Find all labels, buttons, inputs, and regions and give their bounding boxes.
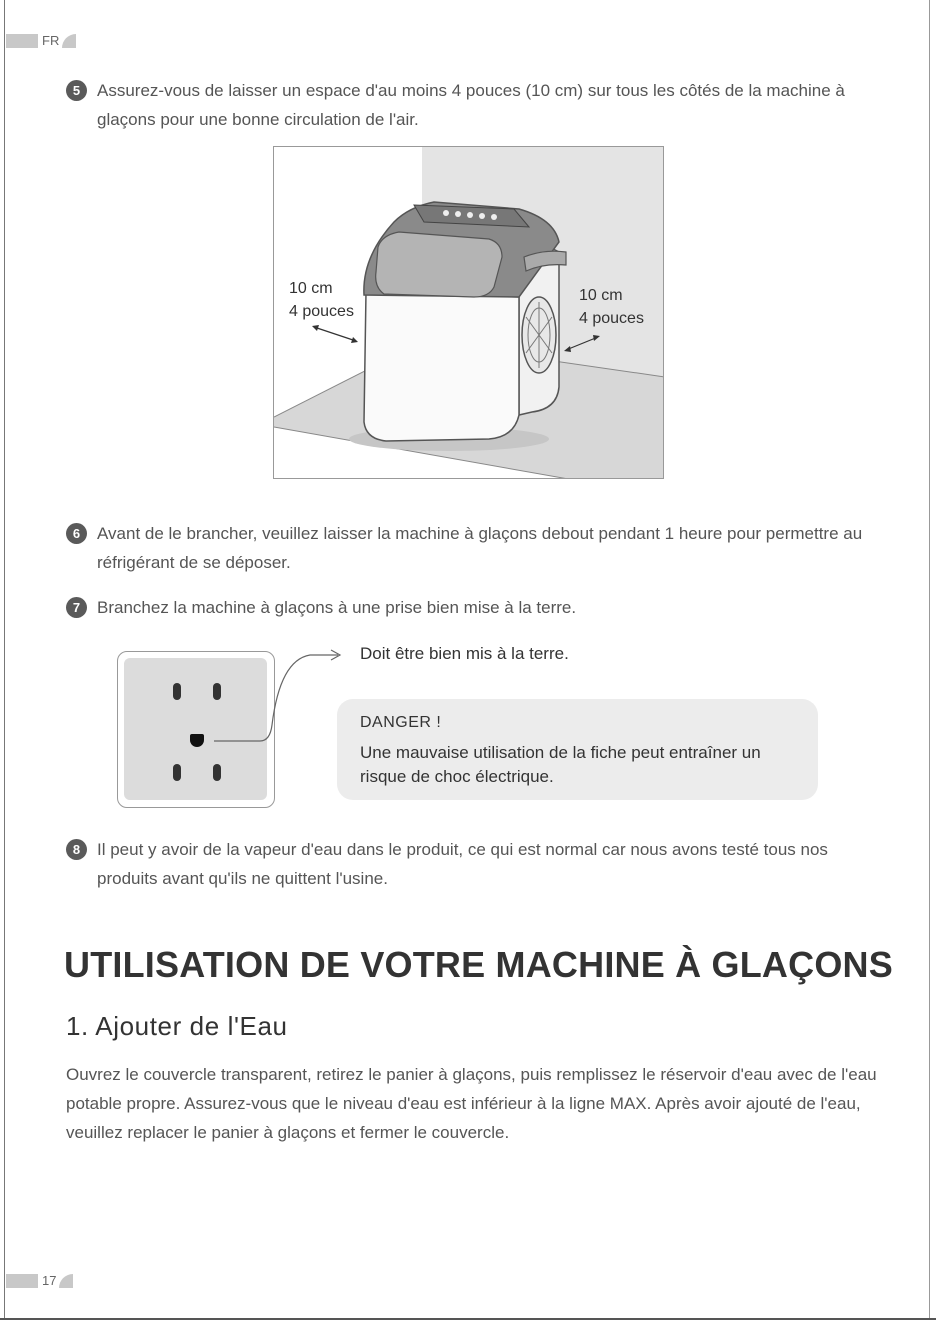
section-paragraph: Ouvrez le couvercle transparent, retirez le panier à glaçons, puis remplissez le réservoir d'eau avec de l'eau potable propre. Assurez-vous que le niveau d'eau est inférieur à la ligne MAX. Après avoir ajouté de l'eau, veuillez replacer le panier à glaçons et fermer le couvercle. (66, 1065, 877, 1142)
tab-bar (6, 1274, 38, 1288)
right-clearance-cm: 10 cm (579, 287, 623, 304)
outlet-slot (173, 764, 181, 781)
danger-box (337, 699, 818, 800)
step-text: Branchez la machine à glaçons à une prise bien mise à la terre. (97, 598, 577, 617)
control-button (491, 214, 497, 220)
step-6 (66, 519, 876, 577)
outlet-slot (173, 683, 181, 700)
arrow-head (351, 337, 358, 343)
left-clearance-arrow (314, 327, 356, 341)
left-clearance-label (289, 277, 354, 323)
danger-text: Une mauvaise utilisation de la fiche peut entraîner un risque de choc électrique. (360, 743, 761, 786)
page-border-bottom (0, 1318, 936, 1320)
tab-curve (59, 1274, 73, 1288)
step-number: 7 (66, 597, 87, 618)
step-text: Avant de le brancher, veuillez laisser la machine à glaçons debout pendant 1 heure pour permettre au réfrigérant de se déposer. (97, 524, 863, 572)
tab-bar (6, 34, 38, 48)
language-tab (6, 34, 76, 48)
arrow-head (312, 325, 319, 331)
page-border-left (4, 0, 5, 1318)
right-clearance-inches: 4 pouces (579, 310, 644, 327)
step-8 (66, 835, 876, 893)
step-number: 5 (66, 80, 87, 101)
lid-window (376, 232, 502, 297)
step-5 (66, 76, 876, 134)
control-button (467, 212, 473, 218)
step-text: Assurez-vous de laisser un espace d'au moins 4 pouces (10 cm) sur tous les côtés de la machine à glaçons pour une bonne circulation de l'air. (97, 81, 845, 129)
control-button (455, 211, 461, 217)
page-number-tab (6, 1274, 73, 1288)
language-label: FR (42, 33, 60, 48)
danger-title: DANGER ! (360, 714, 442, 731)
left-clearance-cm: 10 cm (289, 280, 333, 297)
left-clearance-inches: 4 pouces (289, 303, 354, 320)
control-button (479, 213, 485, 219)
section-subtitle: 1. Ajouter de l'Eau (66, 1011, 288, 1041)
page-number: 17 (42, 1273, 57, 1288)
clearance-illustration (273, 146, 664, 479)
step-number: 8 (66, 839, 87, 860)
page-border-right (929, 0, 930, 1318)
control-button (443, 210, 449, 216)
machine-front (364, 292, 519, 441)
grounded-note: Doit être bien mis à la terre. (360, 644, 569, 663)
step-7 (66, 593, 876, 622)
right-clearance-label (579, 284, 644, 330)
outlet-slot (213, 764, 221, 781)
section-title: UTILISATION DE VOTRE MACHINE À GLAÇONS (64, 944, 893, 985)
step-number: 6 (66, 523, 87, 544)
tab-curve (62, 34, 76, 48)
step-text: Il peut y avoir de la vapeur d'eau dans le produit, ce qui est normal car nous avons testé tous nos produits avant qu'ils ne quittent l'usine. (97, 840, 828, 888)
callout-path (214, 655, 338, 741)
ground-callout-line (200, 645, 350, 750)
